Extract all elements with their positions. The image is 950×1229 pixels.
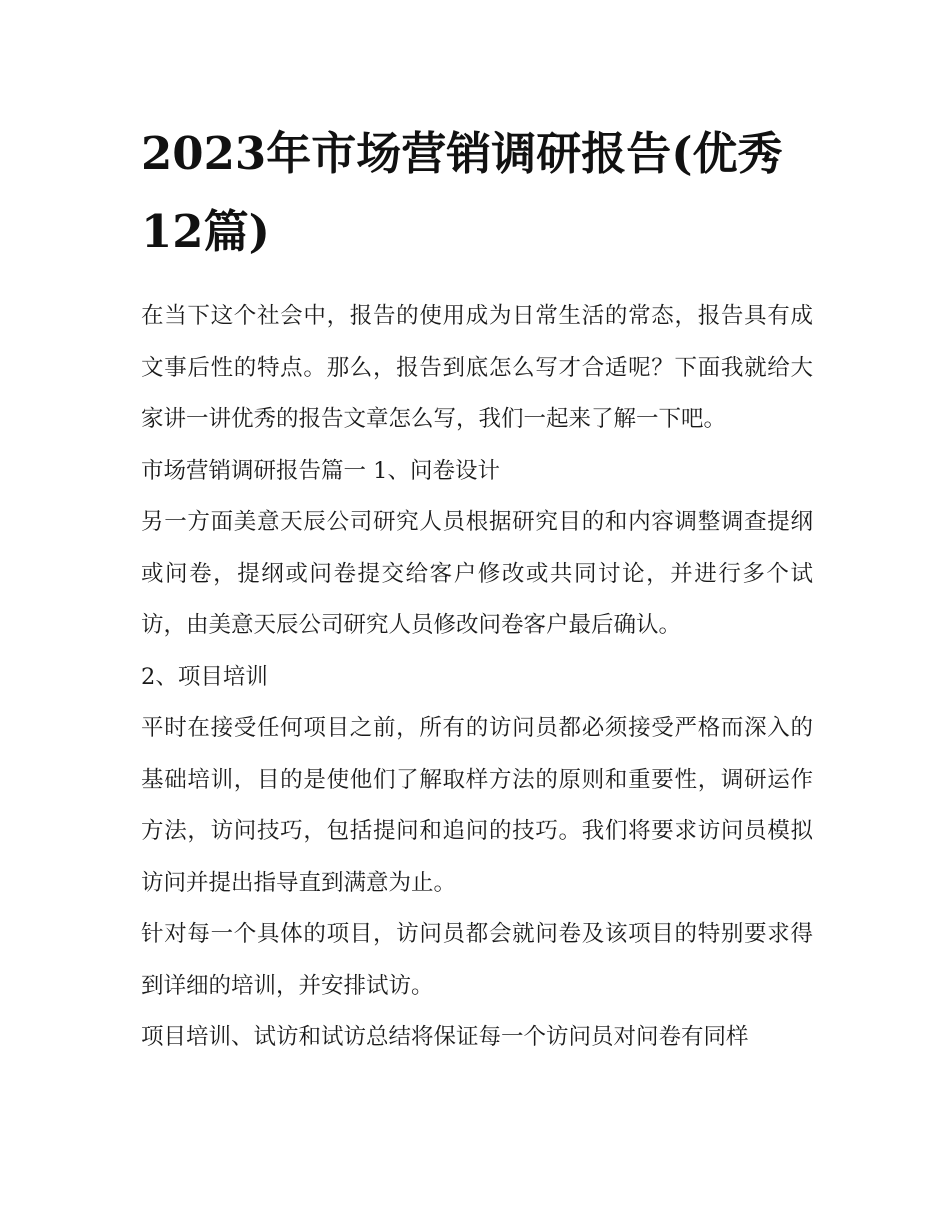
training-paragraph: 平时在接受任何项目之前，所有的访问员都必须接受严格而深入的基础培训，目的是使他们了解取样方法的原则和重要性，调研运作方法，访问技巧，包括提问和追问的技巧。我们将要求访问员模拟访问并提出指导直到满意为止。	[141, 715, 813, 896]
training-summary-paragraph: 项目培训、试访和试访总结将保证每一个访问员对问卷有同样	[141, 1024, 749, 1050]
document-body	[141, 291, 813, 1064]
project-training-paragraph: 针对每一个具体的项目，访问员都会就问卷及该项目的特别要求得到详细的培训，并安排试访。	[141, 921, 813, 999]
section-heading-training: 2、项目培训	[141, 663, 268, 690]
document-title: 2023年市场营销调研报告(优秀12篇)	[141, 127, 783, 258]
document-page	[141, 115, 813, 1064]
questionnaire-paragraph: 另一方面美意天辰公司研究人员根据研究目的和内容调整调查提纲或问卷，提纲或问卷提交给客户修改或共同讨论，并进行多个试访，由美意天辰公司研究人员修改问卷客户最后确认。	[141, 509, 813, 638]
intro-paragraph: 在当下这个社会中，报告的使用成为日常生活的常态，报告具有成文事后性的特点。那么，报告到底怎么写才合适呢？下面我就给大家讲一讲优秀的报告文章怎么写，我们一起来了解一下吧。	[141, 303, 813, 432]
section-heading-questionnaire: 市场营销调研报告篇一 1、问卷设计	[141, 457, 500, 484]
